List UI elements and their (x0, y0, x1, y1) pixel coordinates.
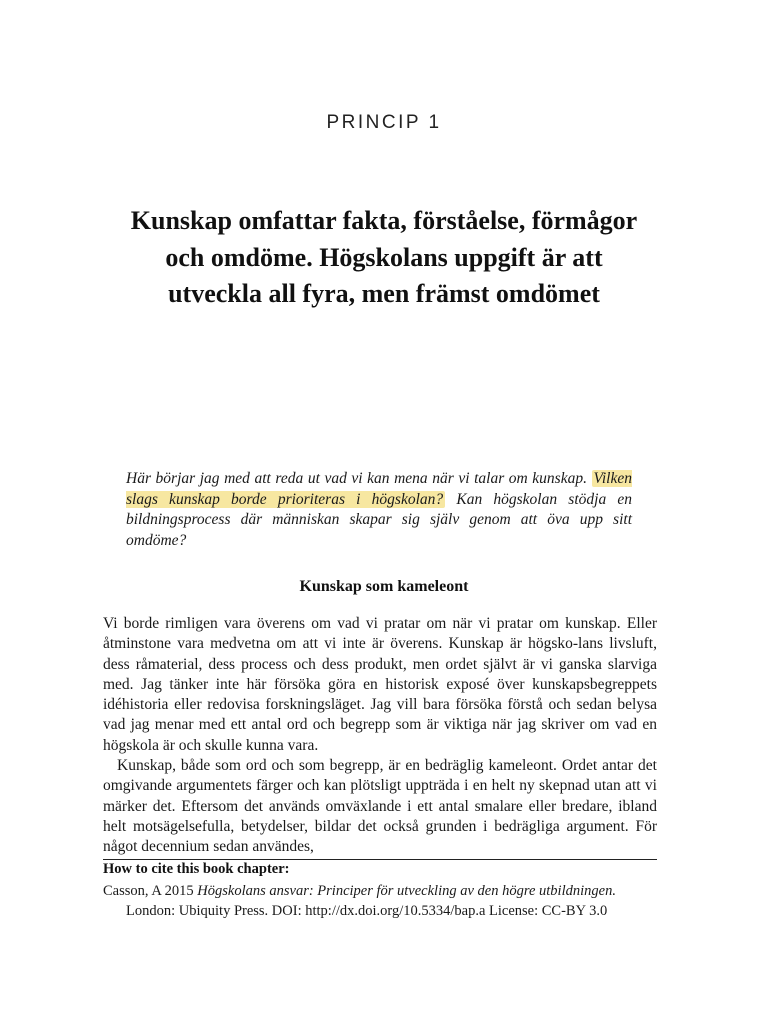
citation-line (103, 881, 663, 901)
chapter-label: PRINCIP 1 (326, 112, 442, 133)
citation-author-year: Casson, A 2015 (103, 883, 194, 899)
chapter-title: Kunskap omfattar fakta, förståelse, förmågor och omdöme. Högskolans uppgift är att utveckla all fyra, men främst omdömet (130, 206, 638, 308)
citation-publisher-line: London: Ubiquity Press. DOI: http://dx.doi.org/10.5334/bap.a License: CC-BY 3.0 (126, 903, 608, 919)
footnote-divider (103, 859, 657, 860)
chapter-abstract (126, 469, 632, 551)
highlighted-question: Vilken slags kunskap borde prioriteras i högskolan? (126, 470, 632, 508)
paragraph-1: Vi borde rimligen vara överens om vad vi pratar om när vi pratar om kunskap. Eller åtminstone vara medvetna om att vi inte är överens. Kunskap är högsko-lans livsluft, dess råmaterial, dess process och dess produkt, men ordet självt är vi ganska slarviga med. Jag tänker inte här försöka göra en historisk exposé över kunskapsbegreppets idéhistoria eller redovisa forskningsläget. Jag vill bara försöka förstå och sedan belysa vad jag menar med ett antal ord och begrepp som är viktiga när jag skriver om vad en högskola är och skulle kunna vara. (103, 615, 657, 754)
citation-heading: How to cite this book chapter: (103, 861, 290, 877)
paragraph-2: Kunskap, både som ord och som begrepp, är en bedräglig kameleont. Ordet antar det omgivande argumentets färger och kan plötsligt uppträda i en helt ny skepnad utan att vi märker det. Eftersom det används omväxlande i ett antal smalare eller bredare, ibland helt motsägelsefulla, betydelser, bildar det också grunden i bedrägliga argument. För något decennium sedan användes, (103, 757, 657, 856)
section-heading: Kunskap som kameleont (299, 578, 469, 595)
abstract-lead: Här börjar jag med att reda ut vad vi kan mena när vi talar om kunskap. (126, 470, 587, 487)
abstract-rest: Kan högskolan stödja en bildningsprocess där människan skapar sig själv genom att öva upp sitt omdöme? (126, 490, 633, 549)
citation-book-title: Högskolans ansvar: Principer för utveckling av den högre utbildningen. (197, 883, 616, 899)
body-text (103, 614, 657, 858)
